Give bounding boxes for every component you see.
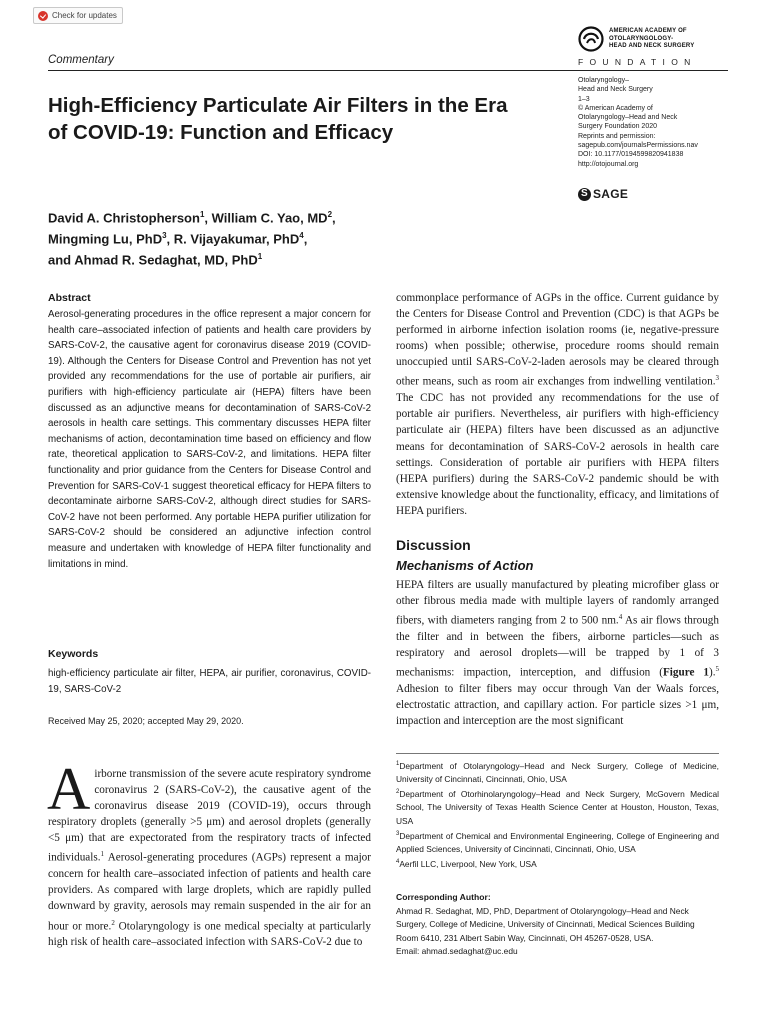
check-for-updates-button[interactable] [33, 7, 123, 24]
check-icon [38, 11, 48, 21]
citation-ref[interactable]: 5 [715, 665, 719, 674]
drop-cap: A [47, 756, 91, 822]
journal-info-line: Head and Neck Surgery [578, 86, 653, 94]
corresponding-email-link[interactable]: Email: ahmad.sedaghat@uc.edu [396, 945, 518, 956]
affiliation-number: 3 [396, 831, 400, 838]
author-affil-ref: 4 [299, 230, 304, 240]
corresponding-author-heading: Corresponding Author: [396, 892, 491, 902]
intro-text: Otolaryngology is one medical specialty at particularly high risk of health care–associated infection with SARS-CoV-2 due to [48, 920, 371, 949]
affiliation-text: Department of Otolaryngology–Head and Neck Surgery, College of Medicine, University of Cincinnati, Cincinnati, Ohio, USA [396, 760, 719, 785]
keywords-heading: Keywords [48, 648, 99, 660]
affiliation-item [396, 828, 719, 856]
foundation-emblem-icon [578, 26, 604, 52]
affiliation-number: 2 [396, 789, 400, 796]
foundation-name [609, 28, 694, 51]
foundation-logo [578, 26, 694, 52]
intro-text: Aerosol-generating procedures (AGPs) represent a major concern for health care–associated infection of patients and health care providers. As compared with large droplets, which are rapidly pulled downward by gravity, aerosols may remain suspended in the air for an hour or more. [48, 852, 371, 933]
publisher-logo [578, 187, 628, 201]
affiliation-item [396, 786, 719, 828]
affiliation-item [396, 856, 719, 871]
body-text: HEPA filters are usually manufactured by pleating microfiber glass or other fibrous media made with multiple layers of randomly arranged fibers, with diameters ranging from 2 to 500 nm. [396, 579, 719, 627]
right-column-paragraph [396, 290, 719, 519]
discussion-heading: Discussion [396, 537, 471, 553]
author-name: Mingming Lu, PhD [48, 231, 163, 247]
author-name: and Ahmad R. Sedaghat, MD, PhD [48, 251, 258, 267]
abstract-heading: Abstract [48, 292, 91, 304]
affiliations [396, 758, 719, 872]
journal-info-line: © American Academy of [578, 104, 653, 112]
affiliation-number: 4 [396, 859, 400, 866]
journal-info-line: Otolaryngology–Head and Neck [578, 114, 678, 122]
sage-icon [578, 188, 591, 201]
citation-ref[interactable]: 2 [111, 918, 115, 927]
corresponding-author [396, 905, 719, 958]
journal-info-line: sagepub.com/journalsPermissions.nav [578, 142, 698, 150]
affiliations-divider [396, 753, 719, 754]
author-name: David A. Christopherson [48, 210, 200, 226]
author-affil-ref: 1 [199, 210, 205, 219]
affiliation-text: Aerfil LLC, Liverpool, New York, USA [399, 859, 537, 870]
journal-info [578, 76, 738, 169]
received-dates: Received May 25, 2020; accepted May 29, 2020. [48, 716, 244, 726]
intro-paragraph [47, 756, 371, 951]
figure-link[interactable]: Figure 1 [662, 666, 709, 679]
abstract-text: Aerosol-generating procedures in the office represent a major concern for health care–associated infection of patients and health care providers by SARS-CoV-2, the causative agent for coronavirus disease 2019 (COVID-19). Although the Centers for Disease Control and Prevention has not yet provided any recommendations for the use of portable air purifiers, air purifiers with high-efficiency particulate air (HEPA) filters have been discussed as an adjunctive means for decontamination of SARS-CoV-2 aerosols in health care settings. This commentary discusses HEPA filter mechanisms of action, decontamination time based on efficiency and flow rate, theoretical application to SARS-CoV-2, and limitations. HEPA filter functionality and prior guidance from the Centers for Disease Control and Prevention for SARS-CoV-1 suggest theoretical efficacy for HEPA filters to decontaminate airborne SARS-CoV-2, although direct studies for SARS-CoV-2 have not been performed. Any portable HEPA purifier utilization for SARS-CoV-2 should be considered an adjunctive infection control measure and undertaken with knowledge of HEPA filter functionality and limitations in mind. [48, 309, 371, 570]
author-name: , R. Vijayakumar, PhD [166, 231, 300, 247]
publisher-name: SAGE [593, 187, 629, 201]
foundation-name-line: HEAD AND NECK SURGERY [609, 43, 695, 49]
foundation-name-line: AMERICAN ACADEMY OF [609, 28, 687, 34]
journal-info-line: 1–3 [578, 95, 590, 103]
foundation-name-line: OTOLARYNGOLOGY- [609, 35, 674, 42]
citation-ref[interactable]: 1 [100, 850, 105, 859]
corresponding-author-text: Ahmad R. Sedaghat, MD, PhD, Department of Otolaryngology–Head and Neck Surgery, College of Medicine, University of Cincinnati, Medical Sciences Building Room 6410, 231 Albert Sabin Way, Cincinnati, OH 45267-0528, USA. [396, 906, 695, 943]
body-text: commonplace performance of AGPs in the office. Current guidance by the Centers for Disease Control and Prevention (CDC) is that AGPs be performed in airborne infection isolation rooms (ie, negative-pressure rooms) when possible; otherwise, procedure rooms should remain unoccupied until SARS-CoV-2-laden aerosols may be cleared through other means, such as room air exchanges from indwelling ventilation. [396, 292, 719, 389]
journal-info-line: Surgery Foundation 2020 [578, 123, 657, 131]
author-affil-ref: 1 [257, 251, 263, 261]
author-affil-ref: 3 [162, 230, 167, 240]
citation-ref[interactable]: 3 [715, 374, 719, 383]
affiliation-text: Department of Chemical and Environmental Engineering, College of Engineering and Applied Sciences, University of Cincinnati, Cincinnati, Ohio, USA [396, 830, 719, 855]
affiliation-text: Department of Otorhinolaryngology–Head and Neck Surgery, McGovern Medical School, The University of Texas Health Science Center at Houston, Houston, Texas, USA [396, 789, 719, 826]
keywords-text: high-efficiency particulate air filter, HEPA, air purifier, coronavirus, COVID-19, SARS-CoV-2 [48, 668, 371, 695]
mechanisms-subheading: Mechanisms of Action [396, 558, 534, 573]
citation-ref[interactable]: 4 [618, 613, 623, 622]
author-separator: , [332, 210, 336, 226]
foundation-subtitle: FOUNDATION [578, 57, 697, 67]
author-affil-ref: 2 [327, 210, 333, 219]
author-name: , William C. Yao, MD [204, 210, 328, 226]
header-divider [48, 70, 728, 71]
journal-info-line: Reprints and permission: [578, 132, 656, 140]
body-text: The CDC has not provided any recommendations for the use of portable air purifiers. Nevertheless, air purifiers with high-efficiency particulate air (HEPA) filters have been discussed as an adjunctive means for decontamination of SARS-CoV-2 aerosols in health care settings. Consideration of portable air purifiers with HEPA filters (HEPA purifiers) during the SARS-CoV-2 pandemic should be with extensive knowledge about the functionality, efficacy, and limitations of HEPA purifiers. [396, 392, 719, 517]
affiliation-item [396, 758, 719, 786]
section-type: Commentary [48, 54, 114, 66]
journal-info-line: DOI: 10.1177/0194599820941838 [578, 151, 684, 159]
author-list [48, 206, 448, 268]
body-text: Adhesion to filter fibers may occur through Van der Waals forces, electrostatic attraction, and capillary action. For particle sizes >1 μm, impaction and interception are the most significant [396, 683, 719, 728]
affiliation-number: 1 [396, 761, 400, 767]
check-for-updates-label: Check for updates [52, 11, 117, 20]
body-text: ). [708, 666, 716, 679]
article-title: High-Efficiency Particulate Air Filters in the Era of COVID-19: Function and Efficacy [48, 94, 508, 144]
journal-info-line: Otolaryngology– [578, 77, 629, 84]
journal-info-line: http://otojournal.org [578, 160, 639, 168]
intro-text: irborne transmission of the severe acute respiratory syndrome coronavirus 2 (SARS-CoV-2), the causative agent of the coronavirus disease 2019 (COVID-19), occurs through respiratory droplets (generally >5 μm) and aerosol droplets (generally <5 μm) that are expectorated from the respiratory tracts of infected individuals. [48, 768, 371, 865]
mechanisms-paragraph [396, 577, 719, 729]
body-text: As air flows through the filter and in between the fibers, airborne particles—such as respiratory and aerosol droplets—will be trapped by 1 of 3 mechanisms: impaction, interception, and diffusion ( [396, 614, 719, 679]
author-separator: , [303, 231, 308, 247]
